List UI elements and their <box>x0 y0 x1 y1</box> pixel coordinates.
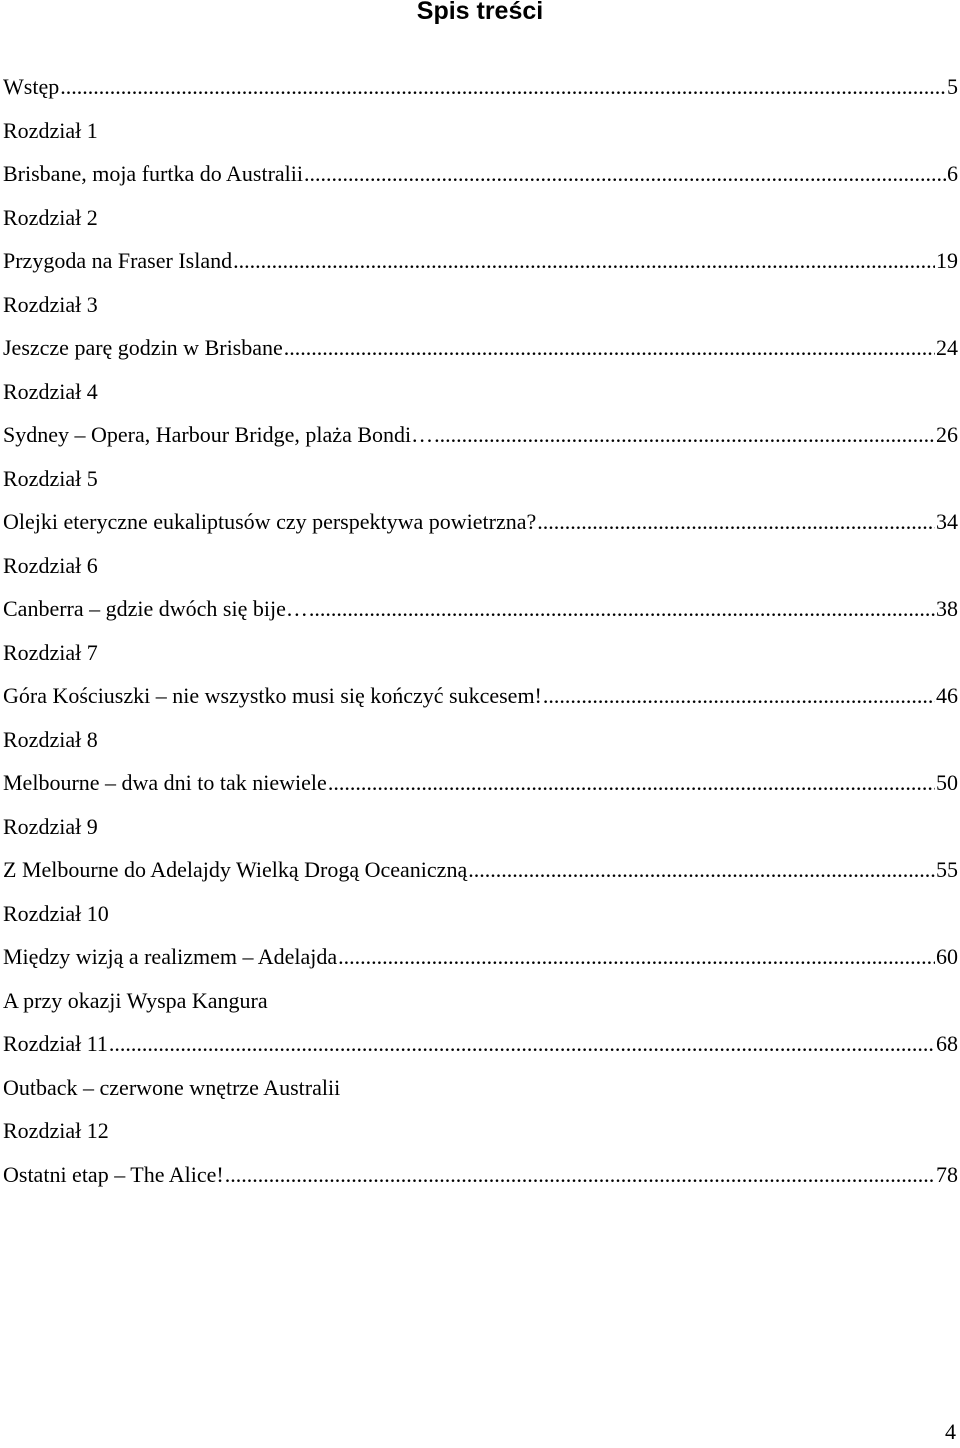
table-of-contents <box>3 65 958 1196</box>
toc-entry-page: 46 <box>936 683 958 708</box>
toc-chapter-heading <box>3 109 958 153</box>
toc-subtitle <box>3 979 958 1023</box>
dot-leader <box>434 413 935 457</box>
toc-entry-text: Rozdział 4 <box>3 378 98 404</box>
toc-entry-text: Przygoda na Fraser Island <box>3 248 233 273</box>
dot-leader <box>328 761 935 805</box>
toc-entry[interactable] <box>3 674 958 718</box>
toc-entry-text: Rozdział 3 <box>3 291 98 317</box>
toc-entry[interactable] <box>3 65 958 109</box>
dot-leader <box>60 65 946 109</box>
dot-leader <box>304 152 946 196</box>
toc-entry-page: 26 <box>936 422 958 447</box>
toc-entry-page: 50 <box>936 770 958 795</box>
toc-subtitle <box>3 1066 958 1110</box>
toc-entry-text: Olejki eteryczne eukaliptusów czy perspektywa powietrzna? <box>3 509 537 534</box>
toc-entry[interactable] <box>3 326 958 370</box>
toc-entry-text: Rozdział 12 <box>3 1118 109 1143</box>
dot-leader <box>543 674 935 718</box>
toc-entry-text: Melbourne – dwa dni to tak niewiele <box>3 770 327 795</box>
toc-entry-page: 38 <box>936 596 958 621</box>
page-number: 4 <box>945 1419 956 1444</box>
dot-leader <box>284 326 935 370</box>
toc-entry[interactable] <box>3 848 958 892</box>
dot-leader <box>537 500 935 544</box>
toc-entry-text: Rozdział 10 <box>3 900 109 926</box>
toc-entry-text: Rozdział 5 <box>3 465 98 491</box>
toc-entry-page: 78 <box>936 1161 958 1187</box>
toc-entry-page: 68 <box>936 1031 958 1056</box>
toc-entry-text: Canberra – gdzie dwóch się bije… <box>3 596 308 621</box>
toc-entry-text: Ostatni etap – The Alice! <box>3 1161 224 1187</box>
toc-entry[interactable] <box>3 761 958 805</box>
toc-entry-text: Rozdział 1 <box>3 117 98 143</box>
dot-leader <box>233 239 935 283</box>
toc-entry-text: Rozdział 8 <box>3 726 98 752</box>
toc-entry[interactable] <box>3 413 958 457</box>
toc-chapter-heading <box>3 892 958 936</box>
toc-chapter-heading <box>3 457 958 501</box>
toc-entry[interactable] <box>3 152 958 196</box>
toc-entry-text: Wstęp <box>3 74 60 99</box>
toc-entry[interactable] <box>3 500 958 544</box>
toc-entry[interactable] <box>3 935 958 979</box>
toc-chapter-heading <box>3 805 958 849</box>
dot-leader <box>109 1022 935 1066</box>
dot-leader <box>468 848 935 892</box>
toc-entry-text: Outback – czerwone wnętrze Australii <box>3 1074 341 1100</box>
dot-leader <box>309 587 935 631</box>
dot-leader <box>225 1153 935 1197</box>
toc-chapter-heading <box>3 283 958 327</box>
toc-entry-page: 6 <box>947 161 958 186</box>
toc-entry[interactable] <box>3 587 958 631</box>
toc-entry-page: 19 <box>936 248 958 273</box>
toc-chapter-heading <box>3 1109 958 1153</box>
toc-entry-text: Rozdział 6 <box>3 552 98 578</box>
toc-chapter-heading <box>3 631 958 675</box>
toc-chapter-heading <box>3 718 958 762</box>
toc-entry-text: Jeszcze parę godzin w Brisbane <box>3 335 283 360</box>
toc-entry-page: 24 <box>936 335 958 360</box>
dot-leader <box>338 935 935 979</box>
toc-entry-text: A przy okazji Wyspa Kangura <box>3 987 268 1013</box>
toc-entry[interactable] <box>3 1153 958 1197</box>
toc-entry-text: Brisbane, moja furtka do Australii <box>3 161 303 186</box>
toc-entry-text: Sydney – Opera, Harbour Bridge, plaża Bondi… <box>3 422 434 447</box>
toc-chapter-heading <box>3 370 958 414</box>
toc-entry-page: 34 <box>936 509 958 534</box>
toc-entry-text: Rozdział 9 <box>3 813 98 839</box>
toc-entry-page: 60 <box>936 944 958 969</box>
toc-entry[interactable] <box>3 239 958 283</box>
toc-chapter-heading <box>3 196 958 240</box>
toc-entry-text: Góra Kościuszki – nie wszystko musi się kończyć sukcesem! <box>3 683 542 708</box>
toc-entry[interactable] <box>3 1022 958 1066</box>
toc-entry-page: 55 <box>936 857 958 882</box>
toc-entry-text: Rozdział 2 <box>3 204 98 230</box>
toc-entry-text: Między wizją a realizmem – Adelajda <box>3 944 338 969</box>
toc-entry-text: Rozdział 11 <box>3 1031 108 1056</box>
toc-entry-text: Rozdział 7 <box>3 639 98 665</box>
toc-entry-text: Z Melbourne do Adelajdy Wielką Drogą Oceaniczną <box>3 857 468 882</box>
toc-title: Spis treści <box>416 0 544 25</box>
toc-chapter-heading <box>3 544 958 588</box>
toc-entry-page: 5 <box>947 74 958 99</box>
